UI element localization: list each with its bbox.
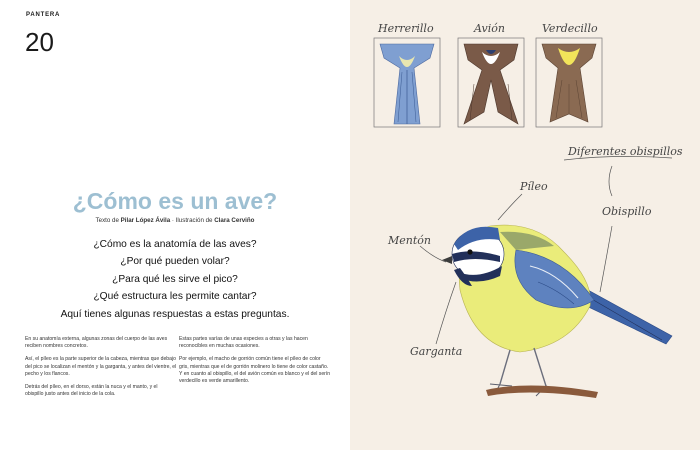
bird-illustration (350, 0, 700, 450)
question-line: ¿Por qué pueden volar? (120, 256, 230, 268)
tail-label-verdecillo: Verdecillo (542, 22, 598, 35)
question-line: ¿Cómo es la anatomía de las aves? (93, 239, 257, 250)
arrow-pileo (498, 194, 522, 220)
tail-label-herrerillo: Herrerillo (378, 22, 434, 35)
credits-illustrator: Clara Cerviño (214, 217, 255, 224)
intro-questions (0, 236, 350, 323)
group-label-obispillos: Diferentes obispillos (568, 145, 683, 158)
article-title: ¿Cómo es un ave? (72, 188, 278, 214)
right-page-illustration (350, 0, 700, 450)
tail-sketch-avion (458, 38, 524, 127)
credits-prefix: Texto de (95, 217, 119, 224)
tail-label-avion: Avión (474, 22, 505, 35)
paragraph: Por ejemplo, el macho de gorrión común tiene el píleo de color gris, mientras que el de gorrión molinero lo tiene de color castaño. Y en cuanto al obispillo, el del avión común es blanco y el del serín verdecillo es verde amarillento. (179, 356, 331, 385)
label-garganta: Garganta (410, 345, 463, 358)
label-menton: Mentón (388, 234, 431, 247)
paragraph: Detrás del píleo, en el dorso, están la nuca y el manto, y el obispillo justo antes del inicio de la cola. (25, 384, 158, 398)
question-line: ¿Para qué les sirve el pico? (112, 273, 238, 285)
tail-sketch-herrerillo (374, 38, 440, 127)
label-pileo: Píleo (520, 180, 548, 193)
article-credits (0, 217, 350, 224)
arrow-garganta (436, 282, 456, 344)
section-label: PANTERA (26, 12, 61, 18)
arrow-obispillo (600, 226, 612, 292)
credits-author: Pilar López Ávila (120, 217, 171, 224)
page-number: 20 (25, 27, 54, 57)
label-obispillo: Obispillo (602, 205, 652, 218)
paragraph: Estas partes varías de unas especies a otras y las hacen reconocibles en muchas ocasiones. (179, 336, 308, 350)
blue-tit-drawing (442, 225, 672, 398)
paragraph: Así, el píleo es la parte superior de la cabeza, mientras que debajo del pico se localizan el mentón y la garganta, y antes del vientre, el pecho y los flancos. (25, 356, 177, 377)
body-column-left (25, 336, 177, 404)
question-line: ¿Qué estructura les permite cantar? (93, 291, 257, 303)
paragraph: En su anatomía externa, algunas zonas del cuerpo de las aves reciben nombres concretos. (25, 336, 168, 350)
credits-separator: · Ilustración de (170, 217, 215, 224)
arrow-obispillos (609, 166, 612, 196)
arrow-menton (420, 246, 446, 262)
tail-sketch-verdecillo (536, 38, 602, 127)
body-column-right (179, 336, 331, 391)
question-line: Aquí tienes algunas respuestas a estas preguntas. (60, 308, 290, 320)
